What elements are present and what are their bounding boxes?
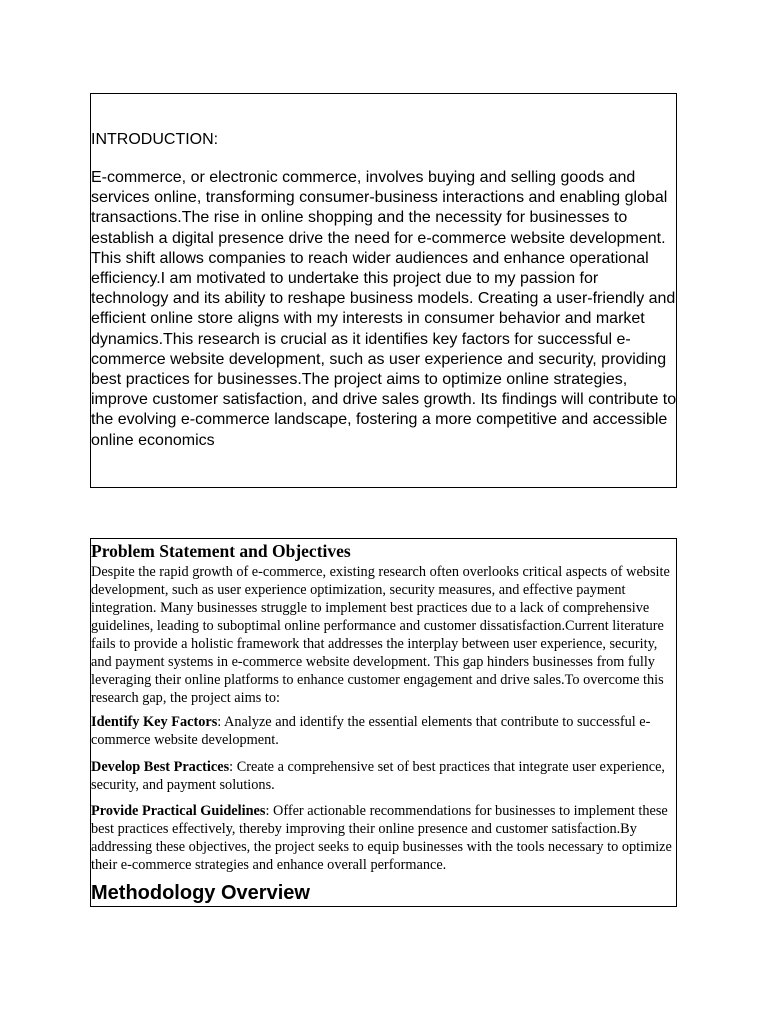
problem-statement-section — [90, 538, 677, 907]
objective-title: Identify Key Factors — [91, 714, 218, 730]
introduction-heading: INTRODUCTION: — [91, 131, 219, 148]
objective-title: Provide Practical Guidelines — [91, 803, 266, 819]
objective-text: : Offer actionable recommendations for businesses to implement these best practices effectively, thereby improving their online presence and customer satisfaction.By addressing these objectives, the project seeks to equip businesses with the tools necessary to optimize their e-commerce strategies and enhance overall performance. — [91, 803, 672, 873]
methodology-heading: Methodology Overview — [91, 882, 310, 904]
problem-statement-heading: Problem Statement and Objectives — [91, 541, 351, 561]
objective-title: Develop Best Practices — [91, 759, 230, 775]
objective-item — [91, 758, 677, 794]
problem-statement-paragraph: Despite the rapid growth of e-commerce, existing research often overlooks critical aspects of website development, such as user experience optimization, security measures, and effective payment integration. Many businesses struggle to implement best practices due to a lack of comprehensive guidelines, leading to suboptimal online performance and customer dissatisfaction.Current literature fails to provide a holistic framework that addresses the interplay between user experience, security, and payment systems in e-commerce website development. This gap hinders businesses from fully leveraging their online platforms to enhance customer engagement and drive sales.To overcome this research gap, the project aims to: — [91, 564, 670, 706]
introduction-section — [90, 93, 677, 488]
objective-item — [91, 713, 677, 749]
introduction-paragraph: E-commerce, or electronic commerce, involves buying and selling goods and services online, transforming consumer-business interactions and enabling global transactions.The rise in online shopping and the necessity for businesses to establish a digital presence drive the need for e-commerce website development. This shift allows companies to reach wider audiences and enhance operational efficiency.I am motivated to undertake this project due to my passion for technology and its ability to reshape business models. Creating a user-friendly and efficient online store aligns with my interests in consumer behavior and market dynamics.This research is crucial as it identifies key factors for successful e-commerce website development, such as user experience and security, providing best practices for businesses.The project aims to optimize online strategies, improve customer satisfaction, and drive sales growth. Its findings will contribute to the evolving e-commerce landscape, fostering a more competitive and accessible online economics — [91, 169, 677, 449]
objective-text: : Analyze and identify the essential elements that contribute to successful e-commerce website development. — [91, 714, 651, 748]
objective-text: : Create a comprehensive set of best practices that integrate user experience, security, and payment solutions. — [91, 759, 666, 793]
objective-item — [91, 802, 677, 874]
